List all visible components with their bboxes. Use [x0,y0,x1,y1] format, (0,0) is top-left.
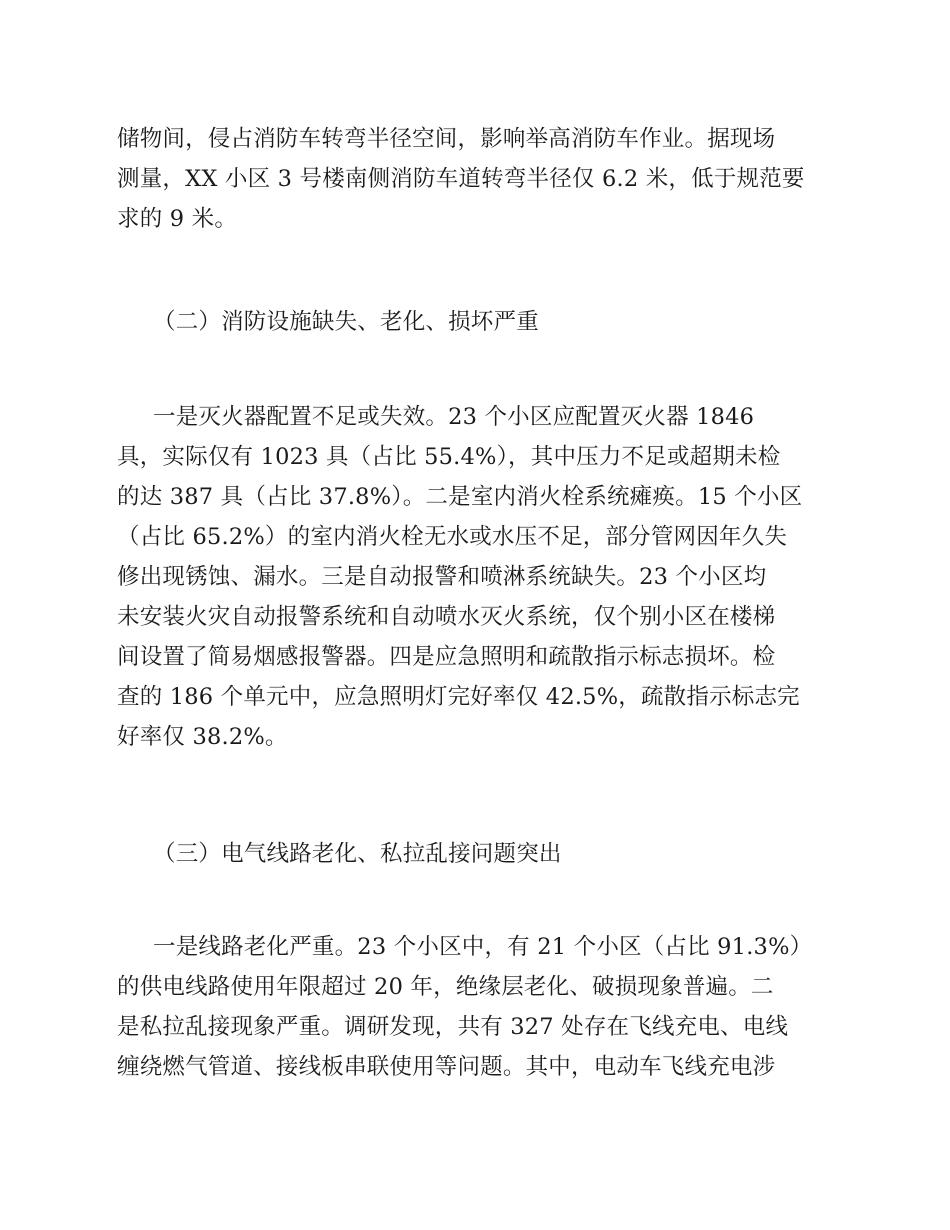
text-line: 的达 387 具（占比 37.8%）。二是室内消火栓系统瘫痪。15 个小区 [117,484,803,510]
text-line: 是私拉乱接现象严重。调研发现，共有 327 处存在飞线充电、电线 [117,1014,789,1040]
section-heading-text: （二）消防设施缺失、老化、损坏严重 [153,309,539,335]
section-heading-2 [117,302,837,342]
section-2-paragraph [117,397,837,757]
text-line: 未安装火灾自动报警系统和自动喷水灭火系统，仅个别小区在楼梯 [117,604,776,630]
section-3-paragraph [117,927,837,1087]
text-line: 好率仅 38.2%。 [117,724,288,750]
text-line: （占比 65.2%）的室内消火栓无水或水压不足，部分管网因年久失 [117,524,788,550]
continuation-paragraph [117,119,837,239]
text-line: 查的 186 个单元中，应急照明灯完好率仅 42.5%，疏散指示标志完 [117,684,800,710]
section-heading-text: （三）电气线路老化、私拉乱接问题突出 [153,841,562,867]
text-line: 求的 9 米。 [117,206,238,232]
text-line: 具，实际仅有 1023 具（占比 55.4%），其中压力不足或超期未检 [117,444,781,470]
text-line: 缠绕燃气管道、接线板串联使用等问题。其中，电动车飞线充电涉 [117,1054,776,1080]
section-heading-3 [117,834,837,874]
text-line: 一是灭火器配置不足或失效。23 个小区应配置灭火器 1846 [153,404,755,430]
text-line: 测量，XX 小区 3 号楼南侧消防车道转弯半径仅 6.2 米，低于规范要 [117,166,805,192]
text-line: 一是线路老化严重。23 个小区中，有 21 个小区（占比 91.3%） [153,934,813,960]
text-line: 储物间，侵占消防车转弯半径空间，影响举高消防车作业。据现场 [117,126,776,152]
text-line: 修出现锈蚀、漏水。三是自动报警和喷淋系统缺失。23 个小区均 [117,564,767,590]
text-line: 的供电线路使用年限超过 20 年，绝缘层老化、破损现象普遍。二 [117,974,774,1000]
text-line: 间设置了简易烟感报警器。四是应急照明和疏散指示标志损坏。检 [117,644,776,670]
